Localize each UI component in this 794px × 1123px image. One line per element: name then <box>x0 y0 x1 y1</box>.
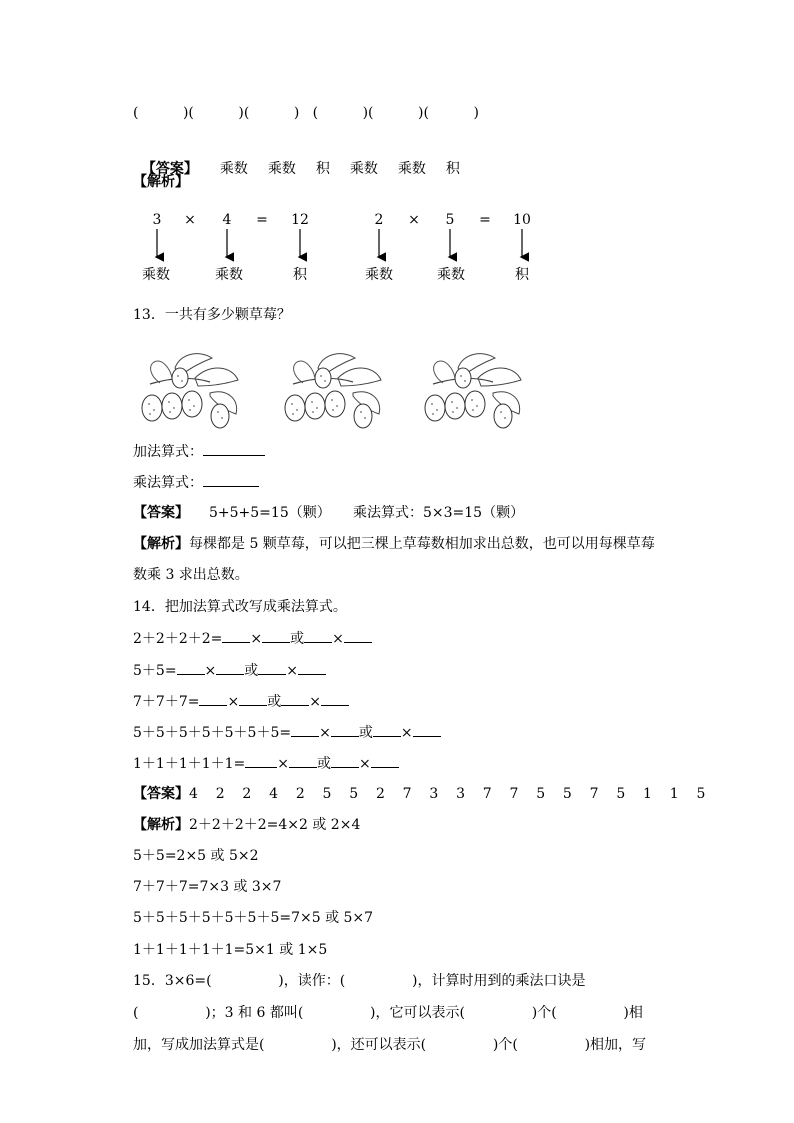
answer-label: 【答案】 <box>133 505 189 521</box>
strawberry-illustration <box>0 340 794 430</box>
blank[interactable] <box>413 722 441 737</box>
q14-analysis: 1＋1＋1＋1＋1=5×1 或 1×5 <box>133 942 328 958</box>
diag-label: 积 <box>293 267 307 283</box>
q14-row <box>133 628 372 649</box>
analysis-text: 2＋2＋2＋2=4×2 或 2×4 <box>189 817 361 833</box>
row-expr: 2＋2＋2＋2= <box>133 631 223 647</box>
answer-item: 乘数 <box>219 161 248 177</box>
mul-label: 乘法算式： <box>133 475 203 491</box>
times: × <box>204 663 217 679</box>
q12-analysis-label: 【解析】 <box>133 174 189 190</box>
blank[interactable] <box>222 628 250 643</box>
blank[interactable] <box>373 722 401 737</box>
diag-label: 乘数 <box>142 267 170 283</box>
strawberry-plant <box>142 354 238 428</box>
q14-analysis: 5＋5=2×5 或 5×2 <box>133 848 259 864</box>
analysis-label: 【解析】 <box>133 817 189 833</box>
q15-line: ( )；3 和 6 都叫( )，它可以表示( )个( )相 <box>133 1005 643 1021</box>
times: × <box>400 725 413 741</box>
blank[interactable] <box>199 691 227 706</box>
times: × <box>309 694 321 710</box>
blank[interactable] <box>371 753 399 768</box>
answer-text: 5+5+5=15（颗） 乘法算式：5×3=15（颗） <box>209 505 525 521</box>
times: × <box>359 756 371 772</box>
eq2-b: 5 <box>445 212 455 228</box>
blank[interactable] <box>298 660 326 675</box>
diag-label: 乘数 <box>215 267 243 283</box>
multiplication-diagram <box>0 205 794 285</box>
diag-label: 乘数 <box>365 267 393 283</box>
parens-row: ( )( )( ) ( )( )( ) <box>133 105 479 121</box>
q14-row <box>133 691 349 712</box>
add-blank[interactable] <box>203 441 265 456</box>
eq1-b: 4 <box>222 212 232 228</box>
or: 或 <box>290 631 305 647</box>
q14-row <box>133 753 399 774</box>
strawberry-plant <box>425 354 521 428</box>
answer-label: 【答案】 <box>141 161 198 177</box>
q14-analysis: 5＋5＋5＋5＋5＋5＋5=7×5 或 5×7 <box>133 910 374 926</box>
analysis-text: 每棵都是 5 颗草莓，可以把三棵上草莓数相加求出总数，也可以用每棵草莓 <box>189 536 655 552</box>
eq2-c: 10 <box>513 212 531 228</box>
blank[interactable] <box>291 722 319 737</box>
blank[interactable] <box>245 753 277 768</box>
or: 或 <box>267 694 282 710</box>
blank[interactable] <box>239 691 267 706</box>
q14-answer <box>133 784 705 804</box>
row-expr: 5＋5＋5＋5＋5＋5＋5= <box>133 725 292 741</box>
eq1-c: 12 <box>291 212 309 228</box>
blank[interactable] <box>258 660 286 675</box>
q13-title: 13．一共有多少颗草莓？ <box>133 307 291 323</box>
eq2-op: × <box>408 212 420 228</box>
q13-mul <box>133 472 259 493</box>
times: × <box>250 631 263 647</box>
q13-add <box>133 441 265 462</box>
row-expr: 7＋7＋7= <box>133 694 200 710</box>
or: 或 <box>358 725 373 741</box>
eq1-eq: = <box>256 212 268 228</box>
blank[interactable] <box>262 628 290 643</box>
eq2-eq: = <box>479 212 491 228</box>
diag-label: 积 <box>515 267 529 283</box>
times: × <box>277 756 290 772</box>
q15-line: 加，写成加法算式是( )，还可以表示( )个( )相加，写 <box>133 1037 647 1053</box>
analysis-label: 【解析】 <box>133 536 189 552</box>
or: 或 <box>317 756 332 772</box>
add-label: 加法算式： <box>133 444 203 460</box>
times: × <box>319 725 331 741</box>
answer-label: 【答案】 <box>133 786 189 802</box>
row-expr: 1＋1＋1＋1＋1= <box>133 756 246 772</box>
answer-text: 4 2 2 4 2 5 5 2 7 3 3 7 7 5 5 7 5 1 1 5 <box>189 786 706 802</box>
q14-title: 14．把加法算式改写成乘法算式。 <box>133 599 347 615</box>
times: × <box>227 694 240 710</box>
blank[interactable] <box>321 691 349 706</box>
or: 或 <box>244 663 259 679</box>
blank[interactable] <box>331 753 359 768</box>
q14-row <box>133 660 326 681</box>
times: × <box>332 631 344 647</box>
eq1-a: 3 <box>152 212 162 228</box>
row-expr: 5＋5= <box>133 663 177 679</box>
q15-line: 15．3×6=( )，读作：( )，计算时用到的乘法口诀是 <box>133 973 586 989</box>
answer-item: 积 <box>315 161 330 177</box>
q13-analysis <box>133 534 655 554</box>
eq2-a: 2 <box>374 212 384 228</box>
q14-row <box>133 722 441 743</box>
answer-item: 乘数 <box>267 161 296 177</box>
q14-analysis: 7＋7＋7=7×3 或 3×7 <box>133 879 282 895</box>
q14-analysis <box>133 815 360 835</box>
blank[interactable] <box>177 660 205 675</box>
answer-item: 乘数 <box>397 161 426 177</box>
times: × <box>286 663 299 679</box>
strawberry-plant <box>285 354 381 428</box>
answer-item: 乘数 <box>349 161 378 177</box>
diag-label: 乘数 <box>437 267 465 283</box>
blank[interactable] <box>281 691 309 706</box>
eq1-op: × <box>184 212 196 228</box>
blank[interactable] <box>331 722 359 737</box>
answer-item: 积 <box>445 161 460 177</box>
q13-analysis-2: 数乘 3 求出总数。 <box>133 567 249 583</box>
blank[interactable] <box>304 628 332 643</box>
q13-answer <box>133 503 524 523</box>
blank[interactable] <box>289 753 317 768</box>
blank[interactable] <box>344 628 372 643</box>
mul-blank[interactable] <box>203 472 259 487</box>
blank[interactable] <box>216 660 244 675</box>
